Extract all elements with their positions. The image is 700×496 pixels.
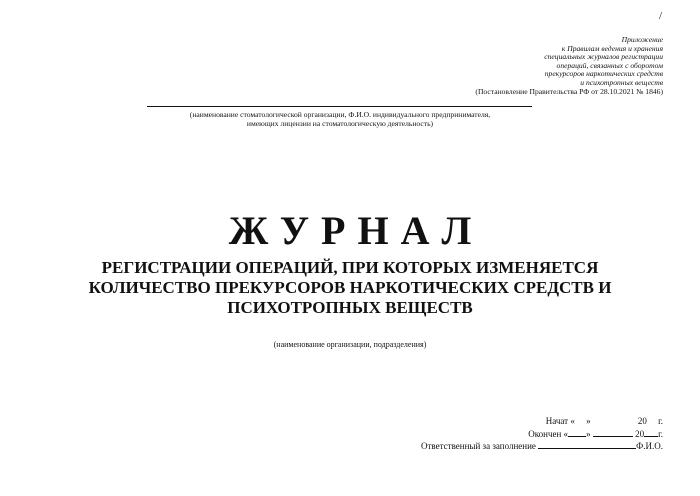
organization-caption-line: (наименование стоматологической организации, Ф.И.О. индивидуального предпринимателя, bbox=[189, 110, 491, 119]
organization-name-line bbox=[147, 106, 532, 107]
responsible-suffix: Ф.И.О. bbox=[636, 441, 663, 451]
subtitle-line: ПСИХОТРОПНЫХ ВЕЩЕСТВ bbox=[227, 298, 473, 317]
responsible-blank bbox=[538, 440, 636, 449]
responsible-person-field bbox=[421, 440, 663, 452]
subtitle-line: РЕГИСТРАЦИИ ОПЕРАЦИЙ, ПРИ КОТОРЫХ ИЗМЕНЯЕТСЯ bbox=[101, 258, 599, 277]
appendix-line: Приложение bbox=[621, 35, 663, 44]
ended-year: 20 bbox=[635, 429, 645, 439]
journal-subtitle bbox=[50, 258, 650, 318]
organization-caption-line: имеющих лицензии на стоматологическую деятельность) bbox=[246, 119, 434, 128]
appendix-line: операций, связанных с оборотом bbox=[556, 60, 663, 70]
organization-unit-caption: (наименование организации, подразделения) bbox=[273, 340, 427, 349]
ended-year-blank bbox=[644, 428, 658, 437]
journal-title: ЖУРНАЛ bbox=[228, 208, 484, 253]
appendix-line: специальных журналов регистрации bbox=[544, 52, 663, 62]
appendix-line: и психотропных веществ bbox=[580, 77, 663, 87]
appendix-block bbox=[403, 36, 663, 96]
ended-month-blank bbox=[593, 428, 633, 437]
appendix-line: прекурсоров наркотических средств bbox=[544, 69, 663, 79]
ended-prefix: Окончен « bbox=[528, 429, 569, 439]
ended-day-blank bbox=[568, 428, 586, 437]
subtitle-line: КОЛИЧЕСТВО ПРЕКУРСОРОВ НАРКОТИЧЕСКИХ СРЕДСТВ И bbox=[88, 278, 612, 297]
decree-reference: (Постановление Правительства РФ от 28.10.2021 № 1846) bbox=[475, 86, 663, 96]
ended-mid: » bbox=[586, 429, 591, 439]
appendix-line: к Правилам ведения и хранения bbox=[561, 43, 663, 53]
ended-suffix: г. bbox=[658, 429, 663, 439]
page-number: / bbox=[658, 10, 662, 22]
organization-caption bbox=[140, 110, 540, 128]
started-date-field: Начат « » 20 г. bbox=[545, 416, 663, 426]
responsible-label: Ответственный за заполнение bbox=[421, 441, 536, 451]
ended-date-field bbox=[528, 428, 663, 440]
